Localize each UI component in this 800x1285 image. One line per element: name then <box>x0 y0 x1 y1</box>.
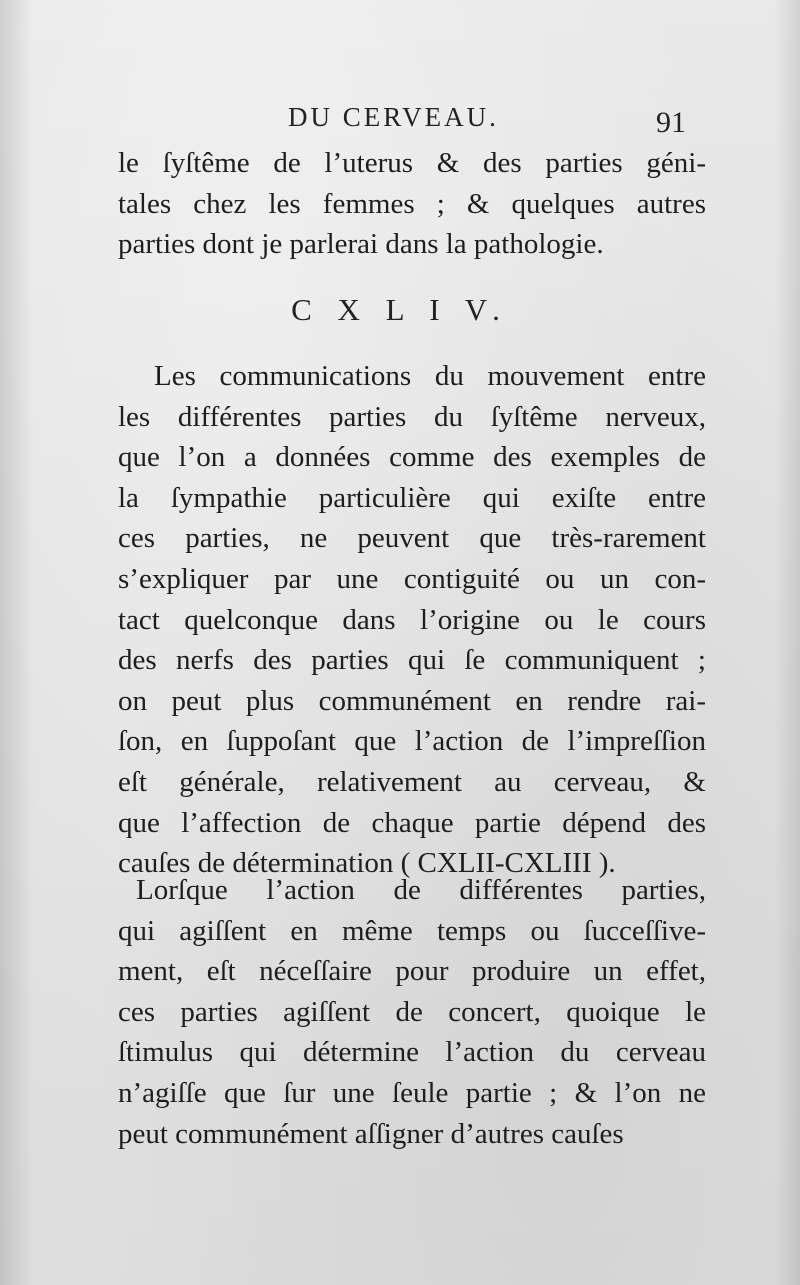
text-line: cauſes de détermination ( CXLII-CXLIII ). <box>118 847 616 880</box>
top-paragraph <box>118 143 706 265</box>
text-line: s’expliquer par une contiguité ou un con- <box>118 562 706 595</box>
text-line: que l’on a données comme des exemples de <box>118 441 706 474</box>
text-line: ces parties, ne peuvent que très-rarement <box>118 522 706 555</box>
text-line: tales chez les femmes ; & quelques autres <box>118 187 706 220</box>
text-line: que l’affection de chaque partie dépend des <box>118 806 706 839</box>
text-line: la ſympathie particulière qui exiſte entre <box>118 481 706 514</box>
text-line: on peut plus communément en rendre rai- <box>118 684 706 717</box>
text-line: ſon, en ſuppoſant que l’action de l’impreſſion <box>118 725 706 758</box>
running-head: DU CERVEAU. <box>288 102 499 132</box>
section-heading: C X L I V. <box>291 292 509 327</box>
text-line: ſtimulus qui détermine l’action du cerveau <box>118 1036 706 1069</box>
text-line: les différentes parties du ſyſtême nerveux, <box>118 400 706 433</box>
paragraph-1 <box>118 356 706 884</box>
text-line: eſt générale, relativement au cerveau, & <box>118 765 706 798</box>
text-line: n’agiſſe que ſur une ſeule partie ; & l’on ne <box>118 1076 706 1109</box>
text-line: des nerfs des parties qui ſe communiquent ; <box>118 644 706 677</box>
text-line: Lorſque l’action de différentes parties, <box>136 874 706 906</box>
text-line: le ſyſtême de l’uterus & des parties géni- <box>118 147 706 179</box>
text-line: ces parties agiſſent de concert, quoique le <box>118 995 706 1028</box>
page-number: 91 <box>656 106 686 139</box>
text-line: Les communications du mouvement entre <box>154 360 706 392</box>
paragraph-2 <box>118 870 706 1154</box>
text-line: ment, eſt néceſſaire pour produire un effet, <box>118 955 706 988</box>
text-line: qui agiſſent en même temps ou ſucceſſive- <box>118 914 706 947</box>
text-line: peut communément aſſigner d’autres cauſes <box>118 1117 624 1150</box>
text-line: parties dont je parlerai dans la pathologie. <box>118 228 604 261</box>
text-line: tact quelconque dans l’origine ou le cours <box>118 603 706 636</box>
